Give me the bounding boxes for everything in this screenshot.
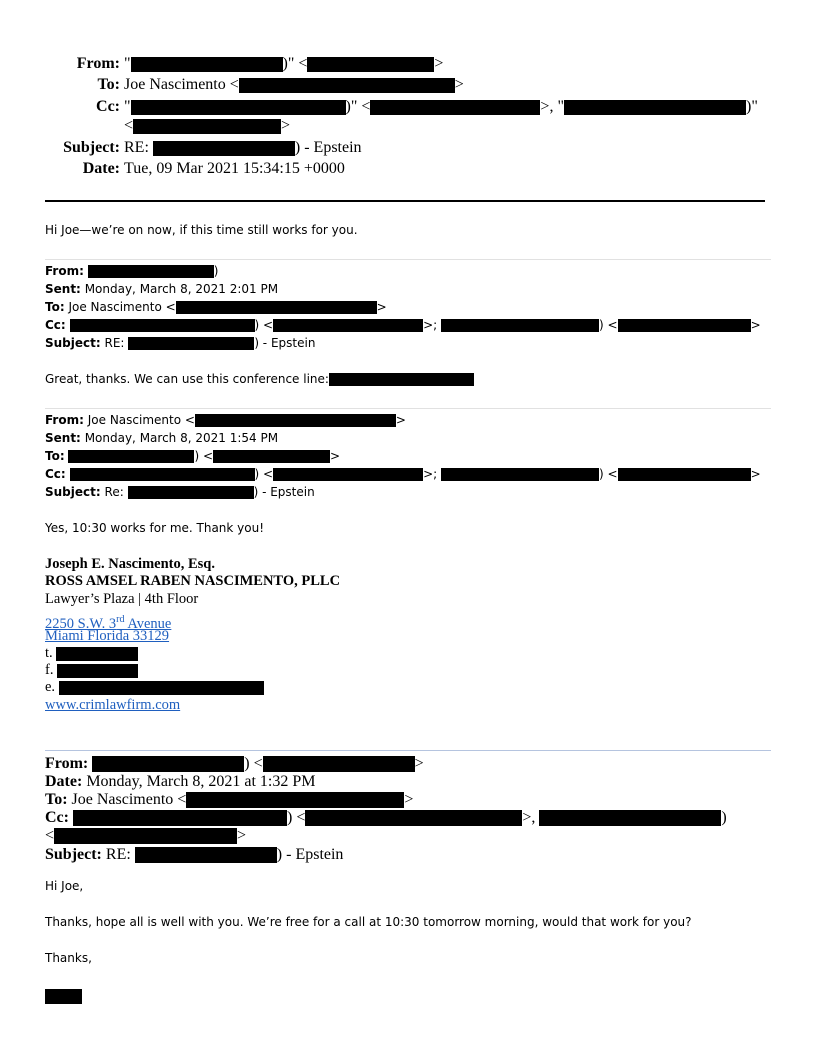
date-label: Date: <box>45 773 83 790</box>
redaction-block <box>239 78 455 93</box>
to-label: To: <box>45 449 65 463</box>
cc-open: < <box>124 117 134 134</box>
cc-label: Cc: <box>45 467 66 481</box>
from-close: > <box>395 413 406 427</box>
address-ordinal: rd <box>116 614 125 625</box>
cc-label: Cc: <box>45 318 66 332</box>
cc-label: Cc: <box>96 98 120 115</box>
message-divider <box>45 259 771 260</box>
subject-suffix: ) - Epstein <box>294 139 362 156</box>
redaction-block <box>128 486 254 499</box>
header-divider <box>45 200 765 202</box>
redaction-block <box>59 681 264 695</box>
msg1-body <box>45 370 474 388</box>
to-value: Joe Nascimento < <box>71 791 187 808</box>
cc-separator: ) <box>721 809 727 826</box>
redaction-block <box>131 57 283 72</box>
redaction-block <box>153 141 295 156</box>
redaction-block <box>441 468 599 481</box>
msg1-body-text: Great, thanks. We can use this conference line: <box>45 372 329 386</box>
from-close: > <box>434 55 444 72</box>
address-avenue: Avenue <box>124 615 172 632</box>
msg2-sent-line <box>45 429 278 447</box>
fax-line <box>45 662 138 679</box>
cc-separator: ) < <box>599 467 618 481</box>
redaction-block <box>273 319 423 332</box>
to-separator: ) < <box>194 449 214 463</box>
redaction-block <box>70 468 255 481</box>
redaction-block <box>56 647 138 661</box>
cc-open: < <box>45 827 55 844</box>
subject-prefix: Re: <box>104 485 124 499</box>
email-label: e. <box>45 679 56 695</box>
redaction-block <box>195 414 396 427</box>
msg3-from-line <box>45 755 424 773</box>
cc-close: > <box>281 117 291 134</box>
sent-label: Sent: <box>45 431 81 445</box>
redaction-block <box>45 989 82 1004</box>
to-value: Joe Nascimento < <box>68 300 176 314</box>
msg1-from-line <box>45 262 218 280</box>
redaction-block <box>70 319 255 332</box>
msg2-subject-line <box>45 483 315 501</box>
signature-name: Joseph E. Nascimento, Esq. <box>45 556 215 572</box>
subject-value <box>124 138 362 158</box>
from-label: From: <box>45 413 84 427</box>
to-label: To: <box>45 300 65 314</box>
sent-value: Monday, March 8, 2021 2:01 PM <box>84 282 279 296</box>
msg2-body: Yes, 10:30 works for me. Thank you! <box>45 521 265 535</box>
sent-value: Monday, March 8, 2021 1:54 PM <box>84 431 279 445</box>
from-suffix: ) <box>213 264 219 278</box>
cc-separator: >; <box>423 318 438 332</box>
date-value: Monday, March 8, 2021 at 1:32 PM <box>86 773 316 790</box>
cc-value <box>124 97 758 117</box>
msg1-to-line <box>45 298 387 316</box>
fax-label: f. <box>45 662 54 678</box>
date-value: Tue, 09 Mar 2021 15:34:15 +0000 <box>124 160 345 177</box>
redaction-block <box>618 319 751 332</box>
subject-label: Subject: <box>45 846 102 863</box>
cc-separator: >, " <box>540 98 564 115</box>
to-close: > <box>330 449 341 463</box>
to-label: To: <box>45 791 68 808</box>
msg3-cc-line <box>45 809 727 827</box>
subject-label: Subject: <box>45 336 101 350</box>
redaction-block <box>88 265 214 278</box>
subject-suffix: ) - Epstein <box>253 485 315 499</box>
redaction-block <box>539 810 721 826</box>
cc-quote: " <box>124 98 131 115</box>
from-close: > <box>414 755 424 772</box>
from-separator: ) < <box>244 755 263 772</box>
from-label: From: <box>45 755 89 772</box>
redaction-block <box>329 373 474 386</box>
phone-label: t. <box>45 645 53 661</box>
redaction-block <box>305 810 522 826</box>
subject-label: Subject: <box>63 139 120 156</box>
subject-suffix: ) - Epstein <box>276 846 344 863</box>
redaction-block <box>618 468 751 481</box>
redaction-block <box>54 828 237 844</box>
subject-label: Subject: <box>45 485 101 499</box>
cc-close: > <box>237 827 247 844</box>
to-close: > <box>376 300 387 314</box>
from-separator: )" < <box>282 55 308 72</box>
cc-separator: > <box>750 318 761 332</box>
msg3-greeting: Hi Joe, <box>45 879 84 893</box>
redaction-block <box>135 847 277 863</box>
redaction-block <box>133 119 281 134</box>
cc-label: Cc: <box>45 809 69 826</box>
msg1-sent-line <box>45 280 278 298</box>
msg3-to-line <box>45 791 413 809</box>
from-label: From: <box>76 55 120 72</box>
to-close: > <box>404 791 414 808</box>
message-divider <box>45 408 771 409</box>
cc-separator: > <box>750 467 761 481</box>
from-value: Joe Nascimento < <box>87 413 195 427</box>
redaction-block <box>441 319 599 332</box>
cc-separator: ) < <box>254 467 274 481</box>
from-label: From: <box>45 264 84 278</box>
msg2-cc-line <box>45 465 761 483</box>
msg1-cc-line <box>45 316 761 334</box>
redaction-block <box>68 450 194 463</box>
msg3-date-line <box>45 773 315 791</box>
body-intro: Hi Joe—we’re on now, if this time still works for you. <box>45 223 358 237</box>
subject-prefix: RE: <box>104 336 125 350</box>
msg3-body: Thanks, hope all is well with you. We’re free for a call at 10:30 tomorrow morning, would that work for you? <box>45 915 692 929</box>
subject-prefix: RE: <box>124 139 149 156</box>
website-link[interactable]: www.crimlawfirm.com <box>45 697 181 713</box>
redaction-block <box>131 100 346 115</box>
cc-separator: ) < <box>286 809 306 826</box>
redaction-block <box>263 756 415 772</box>
from-quote: " <box>124 55 131 72</box>
redaction-block <box>213 450 330 463</box>
address-link-line2[interactable]: Miami Florida 33129 <box>45 628 170 644</box>
redaction-block <box>92 756 244 772</box>
msg1-subject-line <box>45 334 315 352</box>
redaction-block <box>73 810 287 826</box>
cc-value-line2 <box>124 116 290 136</box>
to-label: To: <box>97 76 120 93</box>
cc-separator: ) < <box>599 318 618 332</box>
cc-separator: )" <box>745 98 758 115</box>
to-name: Joe Nascimento < <box>124 76 239 93</box>
subject-suffix: ) - Epstein <box>254 336 316 350</box>
redaction-block <box>370 100 540 115</box>
msg3-cc-line2 <box>45 827 246 845</box>
message-divider <box>45 750 771 751</box>
msg3-closing: Thanks, <box>45 951 92 965</box>
to-value <box>124 75 464 95</box>
redaction-block <box>176 301 377 314</box>
to-close: > <box>454 76 464 93</box>
signature-firm: ROSS AMSEL RABEN NASCIMENTO, PLLC <box>45 573 341 589</box>
address-street: 2250 S.W. 3 <box>45 615 117 632</box>
cc-separator: >; <box>423 467 438 481</box>
msg2-to-line <box>45 447 340 465</box>
msg2-from-line <box>45 411 406 429</box>
redaction-block <box>57 664 138 678</box>
email-line <box>45 679 264 696</box>
msg3-subject-line <box>45 846 343 864</box>
redaction-block <box>273 468 423 481</box>
redaction-block <box>307 57 434 72</box>
signature-redaction <box>45 987 82 1005</box>
cc-separator: )" < <box>345 98 371 115</box>
signature-building: Lawyer’s Plaza | 4th Floor <box>45 591 199 607</box>
date-label: Date: <box>82 160 120 177</box>
subject-prefix: RE: <box>105 846 131 863</box>
cc-separator: ) < <box>254 318 274 332</box>
redaction-block <box>564 100 746 115</box>
from-value <box>124 54 443 74</box>
sent-label: Sent: <box>45 282 81 296</box>
redaction-block <box>186 792 404 808</box>
redaction-block <box>128 337 254 350</box>
cc-separator: >, <box>522 809 536 826</box>
phone-line <box>45 645 138 662</box>
